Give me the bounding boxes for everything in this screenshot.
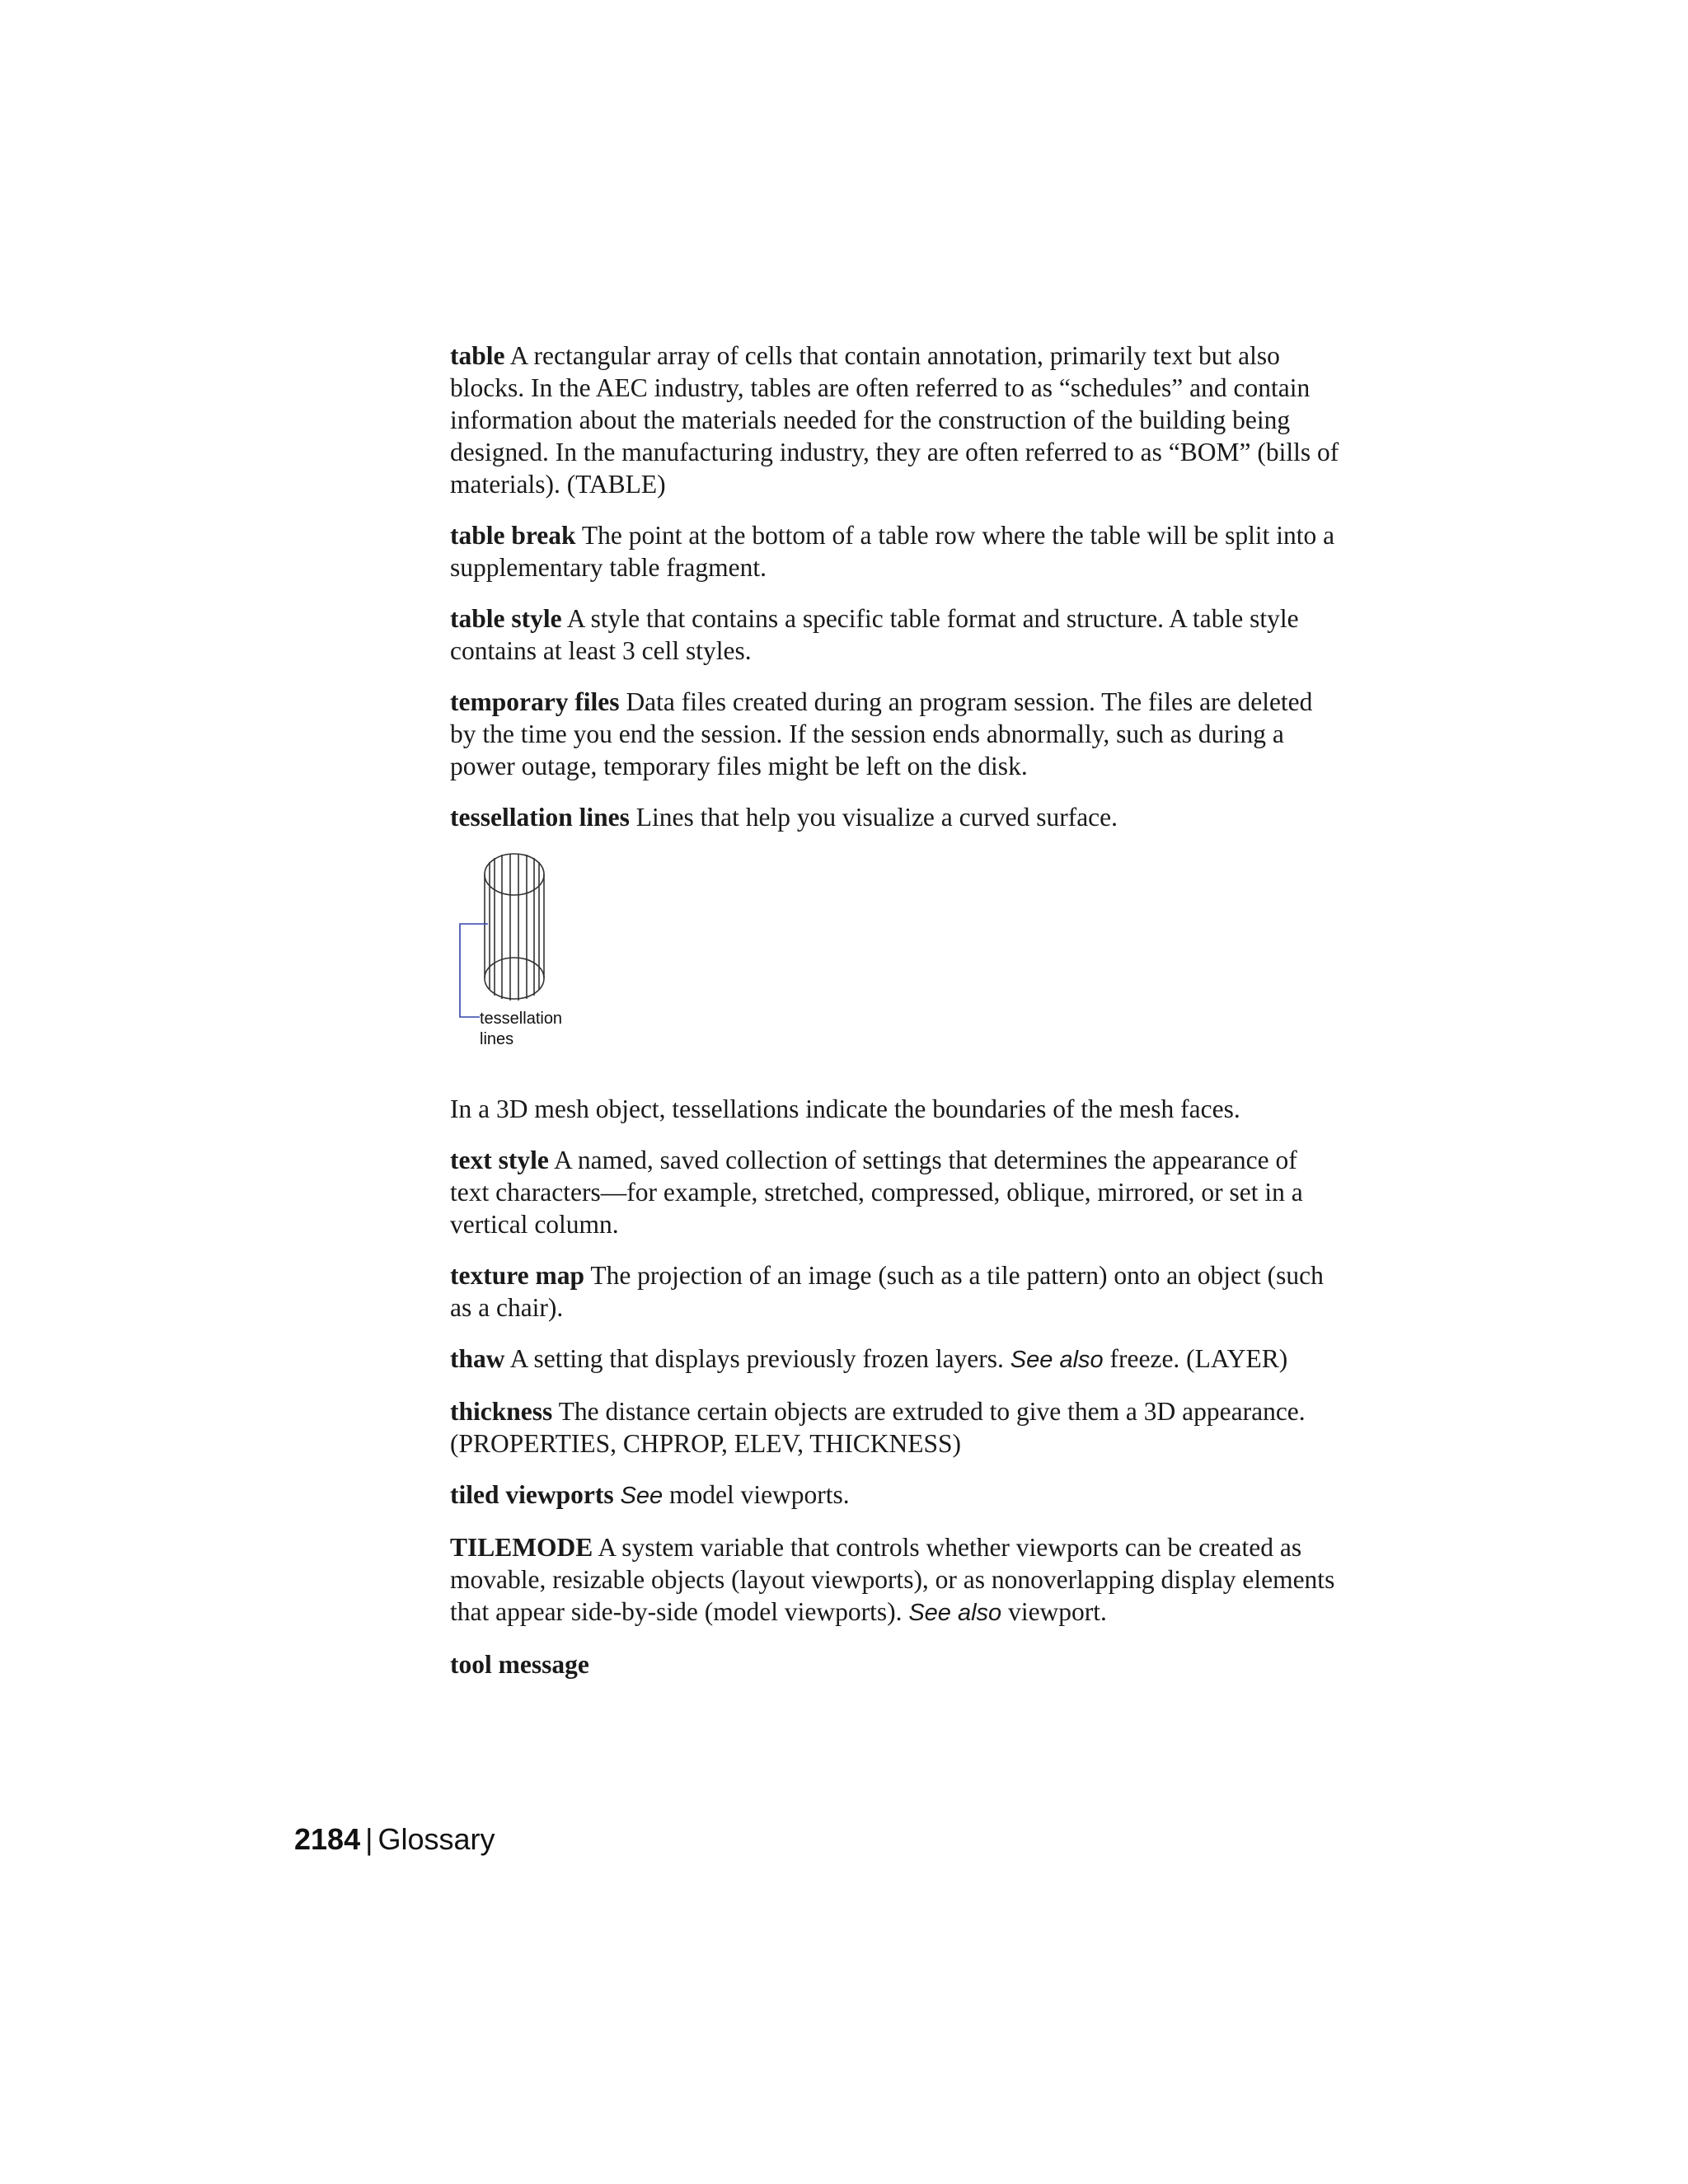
entry-text-style bbox=[450, 1144, 1340, 1240]
entry-term: thaw bbox=[450, 1344, 505, 1373]
entry-table bbox=[450, 340, 1340, 500]
entry-definition: The distance certain objects are extruded to give them a 3D appearance. (PROPERTIES, CHPROP, ELEV, THICKNESS) bbox=[450, 1397, 1306, 1458]
entry-definition: A system variable that controls whether viewports can be created as movable, resizable objects (layout viewports), or as nonoverlapping display elements that appear side-by-side (model viewports). bbox=[450, 1533, 1335, 1626]
see-also-label: See also bbox=[1010, 1347, 1104, 1373]
entry-definition: Data files created during an program session. The files are deleted by the time you end the session. If the session ends abnormally, such as during a power outage, temporary files might be left on the disk. bbox=[450, 687, 1313, 780]
footer-separator: | bbox=[365, 1822, 373, 1856]
entry-tessellation-lines bbox=[450, 801, 1340, 833]
entry-term: thickness bbox=[450, 1397, 553, 1426]
entry-term: TILEMODE bbox=[450, 1533, 593, 1562]
entry-definition: A named, saved collection of settings that determines the appearance of text characters—for example, stretched, compressed, oblique, mirrored, or set in a vertical column. bbox=[450, 1146, 1303, 1239]
see-also-label: See also bbox=[908, 1600, 1002, 1626]
see-target: model viewports. bbox=[668, 1480, 850, 1509]
entry-term: table style bbox=[450, 604, 562, 633]
entry-term: tessellation lines bbox=[450, 803, 630, 832]
figure-label-line: lines bbox=[480, 1030, 514, 1048]
entry-table-break bbox=[450, 519, 1340, 583]
entry-table-style bbox=[450, 602, 1340, 667]
entry-thickness bbox=[450, 1395, 1340, 1460]
page-number: 2184 bbox=[294, 1822, 361, 1856]
page-footer bbox=[294, 1821, 495, 1858]
entry-term: texture map bbox=[450, 1261, 585, 1290]
entry-tool-message bbox=[450, 1648, 1340, 1680]
entry-texture-map bbox=[450, 1259, 1340, 1324]
see-also-target: freeze. (LAYER) bbox=[1109, 1344, 1288, 1373]
entry-term: table break bbox=[450, 521, 576, 550]
entry-definition: Lines that help you visualize a curved surface. bbox=[635, 803, 1118, 832]
entry-tilemode bbox=[450, 1531, 1340, 1629]
entry-thaw bbox=[450, 1343, 1340, 1376]
entry-definition: A style that contains a specific table format and structure. A table style contains at least 3 cell styles. bbox=[450, 604, 1299, 665]
section-title: Glossary bbox=[377, 1822, 495, 1856]
entry-continuation: In a 3D mesh object, tessellations indicate the boundaries of the mesh faces. bbox=[450, 1094, 1240, 1123]
entry-term: table bbox=[450, 341, 505, 370]
figure-label-line: tessellation bbox=[480, 1010, 563, 1028]
entry-tiled-viewports bbox=[450, 1479, 1340, 1512]
entry-term: text style bbox=[450, 1146, 549, 1174]
entry-term: tiled viewports bbox=[450, 1480, 614, 1509]
tessellation-figure bbox=[450, 852, 664, 1058]
see-label: See bbox=[620, 1483, 663, 1509]
entry-definition: A setting that displays previously frozen layers. bbox=[509, 1344, 1004, 1373]
figure-label bbox=[480, 1009, 579, 1050]
glossary-content bbox=[450, 340, 1340, 1699]
see-also-target: viewport. bbox=[1008, 1597, 1107, 1626]
entry-definition: A rectangular array of cells that contain annotation, primarily text but also blocks. In the AEC industry, tables are often referred to as “schedules” and contain information about the materials needed for the construction of the building being designed. In the manufacturing industry, they are often referred to as “BOM” (bills of materials). (TABLE) bbox=[450, 341, 1339, 499]
entry-definition: The point at the bottom of a table row where the table will be split into a supplementary table fragment. bbox=[450, 521, 1335, 582]
entry-temporary-files bbox=[450, 686, 1340, 782]
entry-term: temporary files bbox=[450, 687, 620, 716]
entry-definition: The projection of an image (such as a tile pattern) onto an object (such as a chair). bbox=[450, 1261, 1324, 1322]
entry-term: tool message bbox=[450, 1650, 589, 1679]
